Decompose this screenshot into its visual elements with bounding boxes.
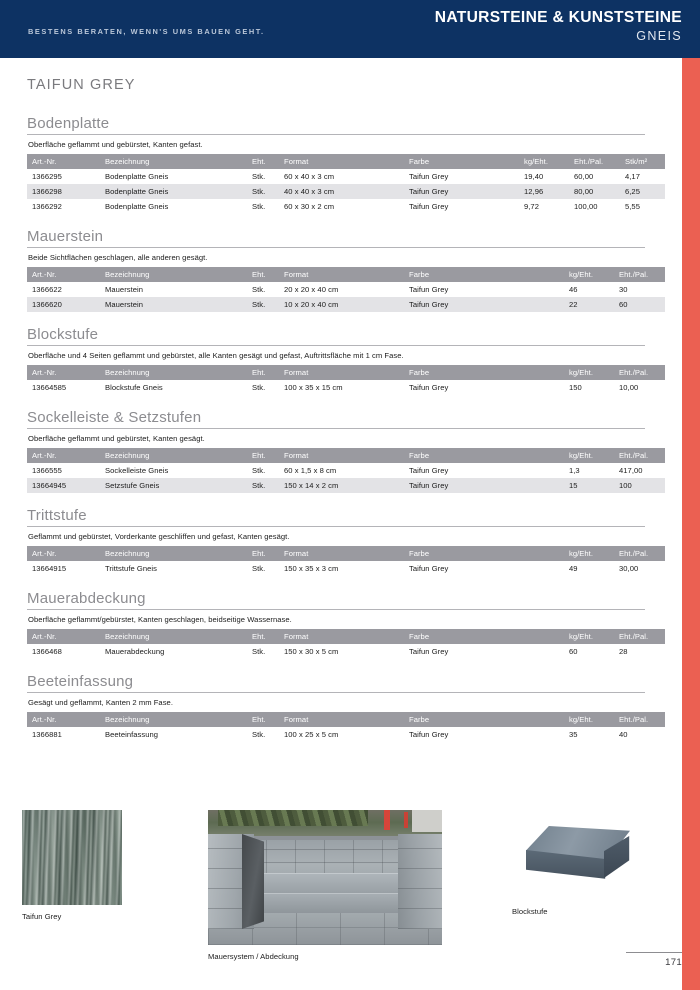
column-header-farbe: Farbe: [404, 712, 564, 727]
cell-pal: 40: [614, 727, 665, 742]
figure-installation-photo: [208, 810, 442, 961]
section-description: Oberfläche geflammt/gebürstet, Kanten geschlagen, beidseitige Wassernase.: [28, 615, 292, 624]
column-header-bez: Bezeichnung: [100, 154, 247, 169]
cell-pal: 60,00: [569, 169, 620, 184]
figure-caption: Mauersystem / Abdeckung: [208, 952, 299, 961]
cell-eht: Stk.: [247, 282, 279, 297]
cell-pal: 28: [614, 644, 665, 659]
column-header-art: Art.-Nr.: [27, 546, 100, 561]
cell-art: 13664915: [27, 561, 100, 576]
spec-table: [27, 448, 665, 493]
cell-kg: 19,40: [519, 169, 569, 184]
table-header-row: [27, 712, 665, 727]
cell-stk: 6,25: [620, 184, 665, 199]
spec-table: [27, 365, 665, 395]
photo-pillar-left-face: [242, 834, 264, 929]
column-header-farbe: Farbe: [404, 629, 564, 644]
section-description: Oberfläche geflammt und gebürstet, Kanten gesägt.: [28, 434, 205, 443]
cell-kg: 60: [564, 644, 614, 659]
section-heading: Blockstufe: [27, 326, 645, 346]
column-header-format: Format: [279, 712, 404, 727]
product-section: [27, 507, 649, 576]
table-header-row: [27, 365, 665, 380]
image-gallery: [0, 806, 700, 990]
photo-building: [412, 810, 442, 832]
section-description: Oberfläche geflammt und gebürstet, Kanten gefast.: [28, 140, 203, 149]
product-section: [27, 228, 649, 312]
cell-eht: Stk.: [247, 380, 279, 395]
cell-farbe: Taifun Grey: [404, 644, 564, 659]
taifun-grey-swatch-image: [22, 810, 122, 905]
photo-red-post: [384, 810, 390, 830]
column-header-farbe: Farbe: [404, 546, 564, 561]
cell-format: 150 x 30 x 5 cm: [279, 644, 404, 659]
table-row: [27, 644, 665, 659]
section-heading: Bodenplatte: [27, 115, 645, 135]
column-header-farbe: Farbe: [404, 448, 564, 463]
cell-stk: 4,17: [620, 169, 665, 184]
column-header-kg: kg/Eht.: [564, 365, 614, 380]
column-header-pal: Eht./Pal.: [614, 267, 665, 282]
cell-bez: Mauerabdeckung: [100, 644, 247, 659]
cell-farbe: Taifun Grey: [404, 169, 519, 184]
column-header-pal: Eht./Pal.: [614, 712, 665, 727]
section-heading: Trittstufe: [27, 507, 645, 527]
table-row: [27, 199, 665, 214]
column-header-format: Format: [279, 448, 404, 463]
column-header-bez: Bezeichnung: [100, 448, 247, 463]
table-row: [27, 297, 665, 312]
cell-format: 150 x 35 x 3 cm: [279, 561, 404, 576]
column-header-bez: Bezeichnung: [100, 267, 247, 282]
cell-bez: Bodenplatte Gneis: [100, 169, 247, 184]
product-section: [27, 326, 649, 395]
cell-art: 1366292: [27, 199, 100, 214]
cell-kg: 9,72: [519, 199, 569, 214]
column-header-eht: Eht.: [247, 546, 279, 561]
cell-eht: Stk.: [247, 561, 279, 576]
cell-farbe: Taifun Grey: [404, 727, 564, 742]
cell-format: 40 x 40 x 3 cm: [279, 184, 404, 199]
spec-table: [27, 629, 665, 659]
cell-art: 1366622: [27, 282, 100, 297]
cell-eht: Stk.: [247, 184, 279, 199]
photo-red-post-secondary: [404, 812, 408, 828]
cell-eht: Stk.: [247, 463, 279, 478]
cell-pal: 100: [614, 478, 665, 493]
column-header-bez: Bezeichnung: [100, 546, 247, 561]
table-row: [27, 561, 665, 576]
cell-stk: 5,55: [620, 199, 665, 214]
cell-bez: Bodenplatte Gneis: [100, 184, 247, 199]
column-header-pal: Eht./Pal.: [569, 154, 620, 169]
figure-caption: Taifun Grey: [22, 912, 62, 921]
page-title: TAIFUN GREY: [27, 77, 136, 93]
table-row: [27, 184, 665, 199]
product-section: [27, 673, 649, 742]
cell-bez: Beeteinfassung: [100, 727, 247, 742]
cell-format: 20 x 20 x 40 cm: [279, 282, 404, 297]
photo-step-upper: [258, 873, 398, 893]
page-number: 171: [665, 957, 682, 968]
section-description: Beide Sichtflächen geschlagen, alle anderen gesägt.: [28, 253, 208, 262]
column-header-eht: Eht.: [247, 629, 279, 644]
section-heading: Beeteinfassung: [27, 673, 645, 693]
section-heading: Mauerabdeckung: [27, 590, 645, 610]
page-header: [0, 0, 700, 58]
cell-farbe: Taifun Grey: [404, 561, 564, 576]
cell-pal: 30: [614, 282, 665, 297]
header-tagline: BESTENS BERATEN, WENN'S UMS BAUEN GEHT.: [28, 27, 265, 36]
column-header-kg: kg/Eht.: [564, 629, 614, 644]
column-header-farbe: Farbe: [404, 365, 564, 380]
cell-art: 1366468: [27, 644, 100, 659]
table-row: [27, 282, 665, 297]
header-subtitle: GNEIS: [636, 29, 682, 43]
cell-kg: 49: [564, 561, 614, 576]
column-header-format: Format: [279, 365, 404, 380]
spec-table: [27, 712, 665, 742]
section-description: Gesägt und geflammt, Kanten 2 mm Fase.: [28, 698, 173, 707]
cell-format: 60 x 1,5 x 8 cm: [279, 463, 404, 478]
header-title: NATURSTEINE & KUNSTSTEINE: [434, 9, 682, 26]
column-header-pal: Eht./Pal.: [614, 365, 665, 380]
product-section: [27, 409, 649, 493]
column-header-art: Art.-Nr.: [27, 712, 100, 727]
cell-kg: 46: [564, 282, 614, 297]
cell-bez: Trittstufe Gneis: [100, 561, 247, 576]
column-header-bez: Bezeichnung: [100, 629, 247, 644]
column-header-format: Format: [279, 267, 404, 282]
column-header-eht: Eht.: [247, 267, 279, 282]
cell-eht: Stk.: [247, 478, 279, 493]
cell-art: 1366298: [27, 184, 100, 199]
cell-format: 60 x 30 x 2 cm: [279, 199, 404, 214]
product-sections: [27, 115, 649, 742]
cell-kg: 22: [564, 297, 614, 312]
table-header-row: [27, 546, 665, 561]
column-header-farbe: Farbe: [404, 267, 564, 282]
cell-art: 1366620: [27, 297, 100, 312]
table-header-row: [27, 267, 665, 282]
cell-eht: Stk.: [247, 297, 279, 312]
figure-caption: Blockstufe: [512, 907, 548, 916]
figure-material-swatch: [22, 810, 122, 921]
cell-bez: Blockstufe Gneis: [100, 380, 247, 395]
cell-format: 100 x 35 x 15 cm: [279, 380, 404, 395]
column-header-eht: Eht.: [247, 712, 279, 727]
column-header-pal: Eht./Pal.: [614, 546, 665, 561]
cell-farbe: Taifun Grey: [404, 380, 564, 395]
cell-pal: 30,00: [614, 561, 665, 576]
cell-format: 10 x 20 x 40 cm: [279, 297, 404, 312]
cell-kg: 150: [564, 380, 614, 395]
column-header-kg: kg/Eht.: [519, 154, 569, 169]
column-header-art: Art.-Nr.: [27, 448, 100, 463]
section-heading: Mauerstein: [27, 228, 645, 248]
column-header-art: Art.-Nr.: [27, 629, 100, 644]
spec-table: [27, 546, 665, 576]
footer-rule: [626, 952, 682, 953]
column-header-pal: Eht./Pal.: [614, 629, 665, 644]
column-header-pal: Eht./Pal.: [614, 448, 665, 463]
cell-pal: 10,00: [614, 380, 665, 395]
column-header-stk: Stk/m²: [620, 154, 665, 169]
table-row: [27, 727, 665, 742]
spec-table: [27, 267, 665, 312]
table-header-row: [27, 629, 665, 644]
cell-pal: 60: [614, 297, 665, 312]
page-content: [27, 58, 649, 756]
column-header-art: Art.-Nr.: [27, 365, 100, 380]
column-header-art: Art.-Nr.: [27, 267, 100, 282]
cell-kg: 1,3: [564, 463, 614, 478]
column-header-eht: Eht.: [247, 448, 279, 463]
column-header-format: Format: [279, 546, 404, 561]
photo-step-lower: [254, 893, 402, 913]
cell-farbe: Taifun Grey: [404, 199, 519, 214]
section-description: Oberfläche und 4 Seiten geflammt und gebürstet, alle Kanten gesägt und gefast, Auftrittsfläche mit 1 cm Fase.: [28, 351, 404, 360]
cell-format: 100 x 25 x 5 cm: [279, 727, 404, 742]
cell-bez: Sockelleiste Gneis: [100, 463, 247, 478]
cell-format: 150 x 14 x 2 cm: [279, 478, 404, 493]
cell-art: 1366555: [27, 463, 100, 478]
cell-eht: Stk.: [247, 169, 279, 184]
spec-table: [27, 154, 665, 214]
cell-bez: Mauerstein: [100, 297, 247, 312]
cell-art: 1366881: [27, 727, 100, 742]
column-header-eht: Eht.: [247, 365, 279, 380]
cell-kg: 12,96: [519, 184, 569, 199]
cell-bez: Bodenplatte Gneis: [100, 199, 247, 214]
cell-pal: 80,00: [569, 184, 620, 199]
table-row: [27, 169, 665, 184]
cell-kg: 35: [564, 727, 614, 742]
cell-pal: 417,00: [614, 463, 665, 478]
cell-format: 60 x 40 x 3 cm: [279, 169, 404, 184]
cell-farbe: Taifun Grey: [404, 463, 564, 478]
column-header-farbe: Farbe: [404, 154, 519, 169]
column-header-format: Format: [279, 629, 404, 644]
cell-art: 13664585: [27, 380, 100, 395]
photo-hedge: [218, 810, 368, 826]
photo-pillar-right-face: [386, 834, 406, 929]
cell-art: 13664945: [27, 478, 100, 493]
cell-farbe: Taifun Grey: [404, 478, 564, 493]
column-header-kg: kg/Eht.: [564, 546, 614, 561]
column-header-format: Format: [279, 154, 404, 169]
section-heading: Sockelleiste & Setzstufen: [27, 409, 645, 429]
column-header-kg: kg/Eht.: [564, 448, 614, 463]
cell-farbe: Taifun Grey: [404, 184, 519, 199]
column-header-eht: Eht.: [247, 154, 279, 169]
cell-eht: Stk.: [247, 644, 279, 659]
table-row: [27, 463, 665, 478]
cell-bez: Setzstufe Gneis: [100, 478, 247, 493]
table-row: [27, 380, 665, 395]
cell-kg: 15: [564, 478, 614, 493]
cell-art: 1366295: [27, 169, 100, 184]
column-header-bez: Bezeichnung: [100, 712, 247, 727]
cell-bez: Mauerstein: [100, 282, 247, 297]
blockstufe-render-image: [512, 818, 640, 900]
product-section: [27, 115, 648, 214]
cell-pal: 100,00: [569, 199, 620, 214]
section-description: Geflammt und gebürstet, Vorderkante geschliffen und gefast, Kanten gesägt.: [28, 532, 290, 541]
cell-eht: Stk.: [247, 199, 279, 214]
table-header-row: [27, 448, 665, 463]
cell-eht: Stk.: [247, 727, 279, 742]
column-header-kg: kg/Eht.: [564, 267, 614, 282]
column-header-art: Art.-Nr.: [27, 154, 100, 169]
figure-product-render: [512, 818, 640, 916]
column-header-bez: Bezeichnung: [100, 365, 247, 380]
cell-farbe: Taifun Grey: [404, 297, 564, 312]
table-header-row: [27, 154, 665, 169]
table-row: [27, 478, 665, 493]
mauersystem-photo-image: [208, 810, 442, 945]
column-header-kg: kg/Eht.: [564, 712, 614, 727]
product-section: [27, 590, 649, 659]
cell-farbe: Taifun Grey: [404, 282, 564, 297]
